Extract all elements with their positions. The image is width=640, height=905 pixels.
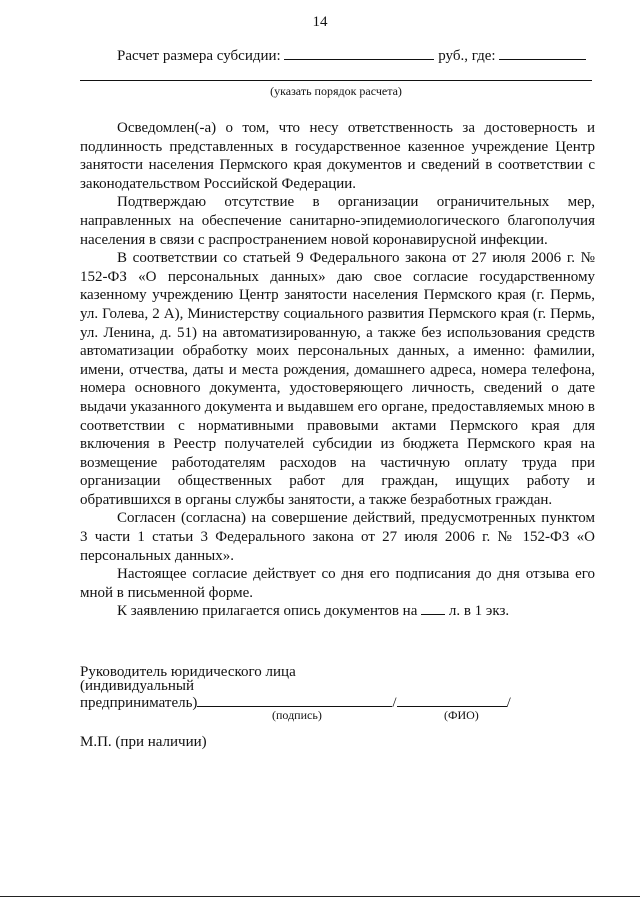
paragraph-personal-data-consent: В соответствии со статьей 9 Федерального закона от 27 июля 2006 г. № 152-ФЗ «О персональных данных» даю свое согласие государственному казенному учреждению Центр занятости населения Пермского края (г. Пермь, ул. Голева, 2 А), Министерству социального развития Пермского края (г. Пермь, ул. Ленина, д. 51) на автоматизированную, а также без использования средств автоматизации обработку моих персональных данных, а именно: фамилии, имени, отчества, даты и места рождения, домашнего адреса, номера телефона, номера основного документа, удостоверяющего личность, сведений о дате выдачи указанного документа и выдавшем его органе, предоставляемых мною в соответствии с нормативными правовыми актами Пермского края для включения в Реестр получателей субсидии из бюджета Пермского края на возмещение работодателям расходов на частичную оплату труда при организации общественных работ для граждан, ищущих работу и обратившихся в органы службы занятости, а также безработных граждан. (80, 250, 595, 508)
signature-blank (197, 693, 392, 707)
calc-method-caption: (указать порядок расчета) (270, 84, 402, 98)
attachment-text-before: К заявлению прилагается опись документов на (117, 603, 418, 620)
signature-block (80, 665, 511, 710)
signature-separator-left: / (392, 695, 397, 711)
document-body (80, 119, 595, 621)
attachment-text-after: л. в 1 экз. (448, 603, 510, 620)
calc-formula-blank (499, 46, 586, 60)
signer-title-line1: Руководитель юридического лица (80, 664, 296, 680)
paragraph-no-restrictions: Подтверждаю отсутствие в организации ограничительных мер, направленных на обеспечение санитарно-эпидемиологического благополучия населения в связи с распространением новой коронавирусной инфекции. (80, 194, 595, 248)
signature-separator-right: / (506, 695, 511, 711)
name-caption: (ФИО) (444, 708, 479, 722)
paragraph-consent-actions: Согласен (согласна) на совершение действий, предусмотренных пунктом 3 части 1 статьи 3 Федерального закона от 27 июля 2006 г. № 152-ФЗ «О персональных данных». (80, 510, 595, 564)
paragraph-attachment (80, 602, 595, 621)
page-number: 14 (312, 14, 328, 30)
scan-bottom-edge (0, 896, 640, 897)
calc-method-line (80, 80, 592, 81)
stamp-place: М.П. (при наличии) (80, 734, 207, 750)
subsidy-amount-line (117, 46, 586, 65)
name-blank (397, 693, 507, 707)
signer-title-line2: (индивидуальный (80, 678, 195, 694)
subsidy-label: Расчет размера субсидии: (117, 48, 281, 64)
currency-label: руб., где: (438, 48, 496, 64)
signer-title-text: предприниматель) (80, 695, 198, 711)
subsidy-amount-blank (284, 46, 434, 60)
paragraph-consent-validity: Настоящее согласие действует со дня его подписания до дня отзыва его мной в письменной форме. (80, 566, 595, 601)
attachment-pages-blank (421, 602, 445, 615)
signature-caption: (подпись) (272, 708, 322, 722)
paragraph-responsibility: Осведомлен(-а) о том, что несу ответственность за достоверность и подлинность представленных в государственное казенное учреждение Центр занятости населения Пермского края документов и сведений в соответствии с законодательством Российской Федерации. (80, 120, 595, 192)
